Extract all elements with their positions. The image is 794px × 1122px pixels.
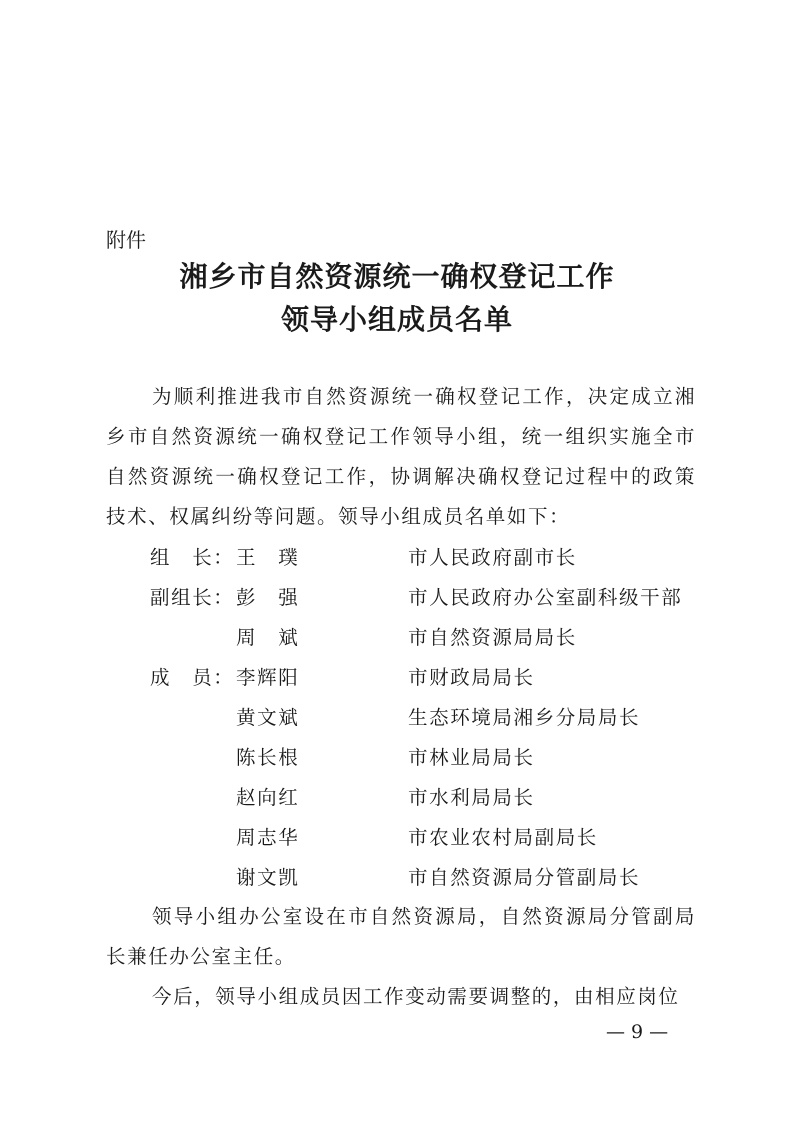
member-post: 市自然资源局分管副局长 (408, 866, 641, 889)
member-role: 成 员： (150, 666, 235, 689)
member-name: 彭 强 (236, 586, 300, 609)
member-name: 陈长根 (236, 746, 300, 769)
member-post: 市水利局局长 (408, 786, 535, 809)
intro-paragraph: 为顺利推进我市自然资源统一确权登记工作，决定成立湘乡市自然资源统一确权登记工作领导小组，统一组织实施全市自然资源统一确权登记工作，协调解决确权登记过程中的政策技术、权属纠纷等问题。领导小组成员名单如下： (106, 385, 696, 528)
member-name: 周志华 (236, 826, 300, 849)
member-row (0, 618, 794, 658)
attachment-label: 附件 (106, 228, 146, 252)
member-row (0, 858, 794, 898)
member-row (0, 738, 794, 778)
member-post: 市财政局局长 (408, 666, 535, 689)
member-row (0, 538, 794, 578)
member-name: 黄文斌 (236, 706, 300, 729)
member-post: 市人民政府副市长 (408, 546, 577, 569)
closing-paragraph: 今后，领导小组成员因工作变动需要调整的，由相应岗位 (152, 985, 680, 1008)
document-title-line-2: 领导小组成员名单 (280, 303, 513, 336)
member-row (0, 698, 794, 738)
member-post: 市农业农村局副局长 (408, 826, 598, 849)
member-role: 副组长： (150, 586, 235, 609)
member-post: 生态环境局湘乡分局局长 (408, 706, 641, 729)
member-name: 赵向红 (236, 786, 300, 809)
document-title-line-1: 湘乡市自然资源统一确权登记工作 (179, 260, 615, 293)
member-role: 组 长： (150, 546, 235, 569)
page-number: — 9 — (606, 1021, 669, 1043)
member-post: 市自然资源局局长 (408, 626, 577, 649)
member-name: 谢文凯 (236, 866, 300, 889)
office-paragraph: 领导小组办公室设在市自然资源局，自然资源局分管副局长兼任办公室主任。 (106, 905, 696, 968)
member-row (0, 578, 794, 618)
member-row (0, 818, 794, 858)
member-post: 市人民政府办公室副科级干部 (408, 586, 683, 609)
member-row (0, 658, 794, 698)
member-post: 市林业局局长 (408, 746, 535, 769)
member-name: 周 斌 (236, 626, 300, 649)
member-name: 李辉阳 (236, 666, 300, 689)
member-row (0, 778, 794, 818)
member-name: 王 璞 (236, 546, 300, 569)
